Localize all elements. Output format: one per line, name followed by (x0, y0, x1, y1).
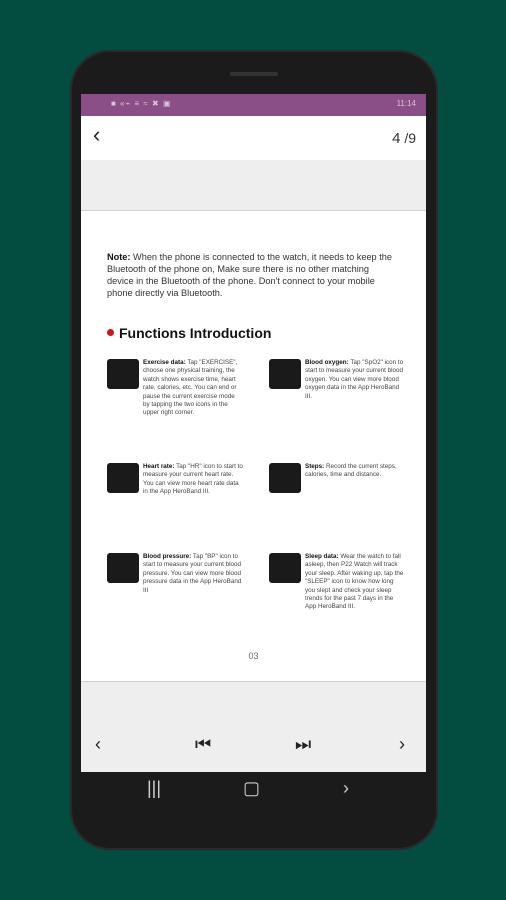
watch-blood-pressure-icon (107, 553, 139, 583)
feature-text (143, 553, 243, 595)
document-page-number: 03 (248, 651, 259, 661)
feature-text (305, 359, 405, 401)
note-label: Note: (107, 252, 131, 262)
home-button[interactable]: ▢ (243, 778, 261, 798)
feature-desc: Tap "HR" icon to start to measure your current heart rate. You can view more heart rate data in the App HeroBand III. (143, 463, 243, 496)
feature-desc: Tap "SpO2" icon to start to measure your current blood oxygen. You can view more blood oxygen data in the App HeroBand III. (305, 359, 404, 400)
note-paragraph (107, 251, 397, 299)
document-page (81, 211, 426, 681)
page-total: /9 (404, 130, 416, 146)
next-page-button[interactable]: › (399, 734, 405, 754)
feature-title: Sleep data: (305, 553, 339, 560)
last-page-button[interactable]: ⏭ (295, 734, 312, 754)
feature-title: Blood oxygen: (305, 359, 349, 366)
feature-text (143, 463, 243, 497)
system-back-button[interactable]: › (343, 778, 349, 798)
status-icons: ■ «⌁ ≡ ≈ ✖ ▣ (111, 99, 172, 108)
section-title-text: Functions Introduction (119, 325, 272, 341)
document-bottom-margin (81, 681, 426, 772)
bullet-icon (107, 329, 114, 336)
app-header (81, 116, 426, 160)
feature-text (305, 553, 405, 612)
watch-heart-rate-icon (107, 463, 139, 493)
feature-title: Steps: (305, 463, 325, 470)
status-bar (81, 94, 426, 116)
feature-title: Heart rate: (143, 463, 175, 470)
note-text: When the phone is connected to the watch, it needs to keep the Bluetooth of the phone on, Make sure there is no other matching device in the Bluetooth of the phone. Don't connect to your mobile phone directly via Bluetooth. (107, 252, 392, 298)
feature-desc: Tap "EXERCISE", choose one physical training, the watch shows exercise time, heart rate, calories, etc. You can end or pause the current exercise mode by tapping the two icons in the upper right corner. (143, 359, 238, 417)
feature-title: Blood pressure: (143, 553, 192, 560)
watch-sleep-icon (269, 553, 301, 583)
document-top-margin (81, 160, 426, 210)
watch-exercise-icon (107, 359, 139, 389)
screen (81, 94, 426, 772)
feature-text (143, 359, 243, 418)
feature-desc: Tap "BP" icon to start to measure your current blood pressure. You can view more blood pressure data in the App HeroBand III (143, 553, 242, 594)
feature-text (305, 463, 405, 480)
feature-desc: Record the current steps, calories, time and distance. (305, 463, 397, 479)
prev-page-button[interactable]: ‹ (95, 734, 101, 754)
status-time: 11:14 (396, 99, 416, 108)
earpiece (230, 72, 278, 76)
page-current: 4 (392, 130, 401, 147)
first-page-button[interactable]: ⏮ (195, 734, 212, 754)
recents-button[interactable]: ||| (147, 778, 162, 798)
feature-title: Exercise data: (143, 359, 186, 366)
back-button[interactable]: ‹ (93, 122, 101, 147)
watch-blood-oxygen-icon (269, 359, 301, 389)
section-title (107, 325, 271, 341)
page-indicator (392, 130, 416, 147)
watch-steps-icon (269, 463, 301, 493)
feature-desc: Wear the watch to fall asleep, then P22 Watch will track your sleep. After waking up, tap the "SLEEP" icon to know how long you slept and check your sleep trends for the past 7 days in the App HeroBand III. (305, 553, 404, 611)
system-nav-bar (81, 772, 426, 812)
